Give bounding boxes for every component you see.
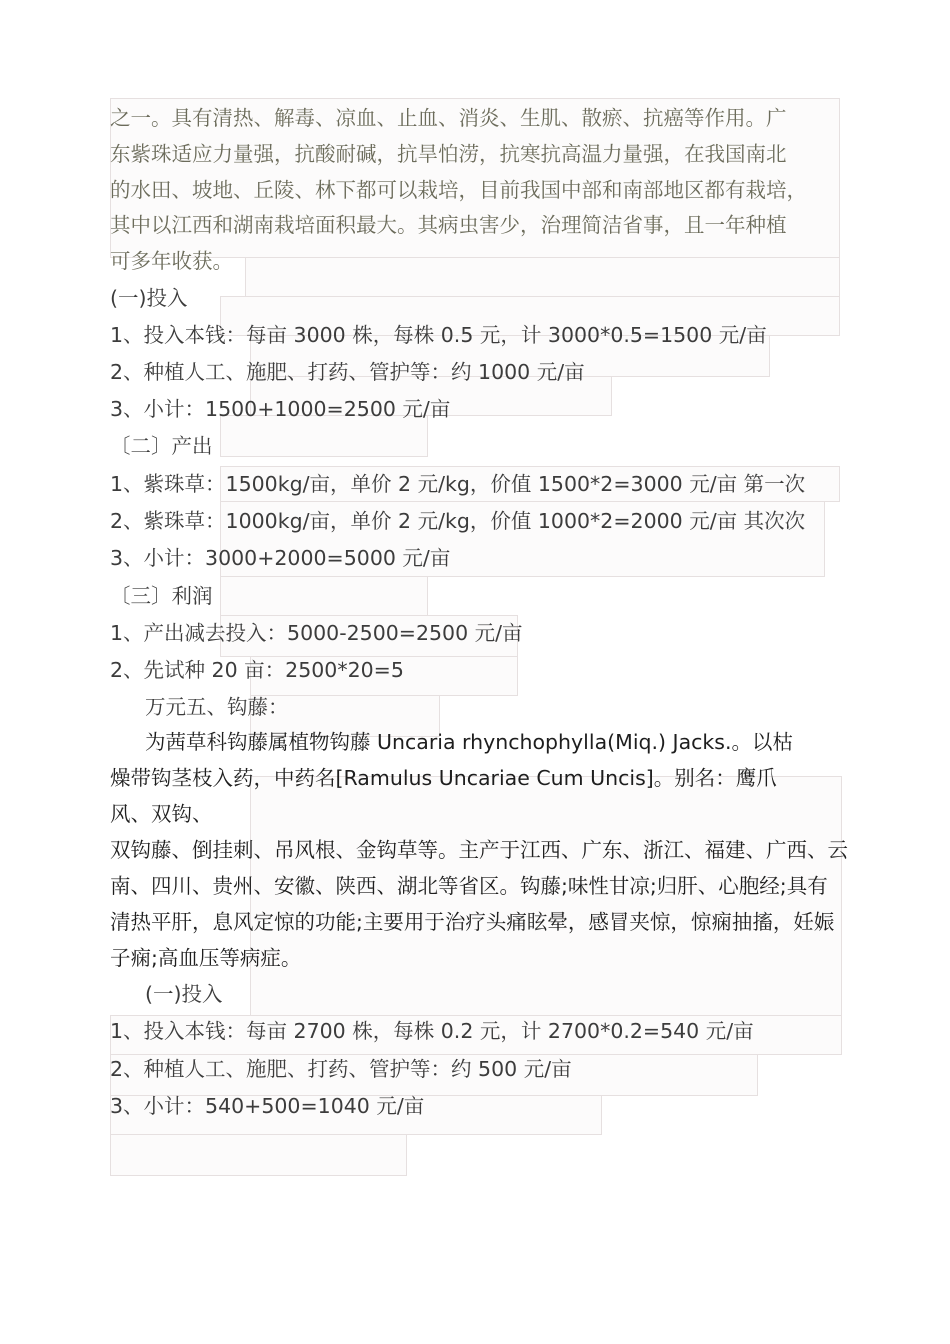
section-title-gouteng: 万元五、钩藤：	[145, 695, 289, 719]
list-item: 3、小计：1500+1000=2500 元/亩	[110, 397, 451, 421]
list-item: 3、小计：540+500=1040 元/亩	[110, 1094, 425, 1118]
paragraph-line: 为茜草科钩藤属植物钩藤 Uncaria rhynchophylla(Miq.) Jacks.。以枯	[145, 730, 794, 754]
list-item: 1、投入本钱：每亩 2700 株，每株 0.2 元，计 2700*0.2=540 元/亩	[110, 1019, 754, 1043]
paragraph-line: 燥带钩茎枝入药，中药名[Ramulus Uncariae Cum Uncis]。别名：鹰爪	[110, 766, 777, 790]
list-item: 2、种植人工、施肥、打药、管护等：约 500 元/亩	[110, 1057, 572, 1081]
list-item: 1、产出减去投入：5000-2500=2500 元/亩	[110, 621, 523, 645]
paragraph-line: 其中以江西和湖南栽培面积最大。其病虫害少，治理简洁省事，且一年种植	[110, 213, 787, 237]
section-heading-investment: (一)投入	[145, 982, 223, 1006]
paragraph-line: 可多年收获。	[110, 249, 233, 273]
paragraph-line: 东紫珠适应力量强，抗酸耐碱，抗旱怕涝，抗寒抗高温力量强，在我国南北	[110, 142, 787, 166]
list-item: 3、小计：3000+2000=5000 元/亩	[110, 546, 451, 570]
text-block-box	[110, 1134, 407, 1176]
paragraph-line: 子痫;高血压等病症。	[110, 946, 302, 970]
paragraph-line: 双钩藤、倒挂刺、吊风根、金钩草等。主产于江西、广东、浙江、福建、广西、云	[110, 838, 848, 862]
list-item: 2、先试种 20 亩：2500*20=5	[110, 658, 404, 682]
text-block-box	[220, 576, 428, 616]
section-heading-investment: (一)投入	[110, 286, 188, 310]
paragraph-line: 之一。具有清热、解毒、凉血、止血、消炎、生肌、散瘀、抗癌等作用。广	[110, 106, 787, 130]
list-item: 2、紫珠草：1000kg/亩，单价 2 元/kg，价值 1000*2=2000 元/亩 其次次	[110, 509, 806, 533]
paragraph-line: 清热平肝，息风定惊的功能;主要用于治疗头痛眩晕，感冒夹惊，惊痫抽搐，妊娠	[110, 910, 835, 934]
section-heading-profit: 〔三〕利润	[110, 584, 213, 608]
section-heading-output: 〔二〕产出	[110, 434, 213, 458]
text-block-box	[245, 257, 840, 297]
list-item: 1、投入本钱：每亩 3000 株，每株 0.5 元，计 3000*0.5=1500 元/亩	[110, 323, 767, 347]
paragraph-line: 南、四川、贵州、安徽、陕西、湖北等省区。钩藤;味性甘凉;归肝、心胞经;具有	[110, 874, 828, 898]
paragraph-line: 风、双钩、	[110, 802, 213, 826]
list-item: 1、紫珠草：1500kg/亩，单价 2 元/kg，价值 1500*2=3000 元/亩 第一次	[110, 472, 806, 496]
paragraph-line: 的水田、坡地、丘陵、林下都可以栽培，目前我国中部和南部地区都有栽培，	[110, 178, 807, 202]
list-item: 2、种植人工、施肥、打药、管护等：约 1000 元/亩	[110, 360, 585, 384]
